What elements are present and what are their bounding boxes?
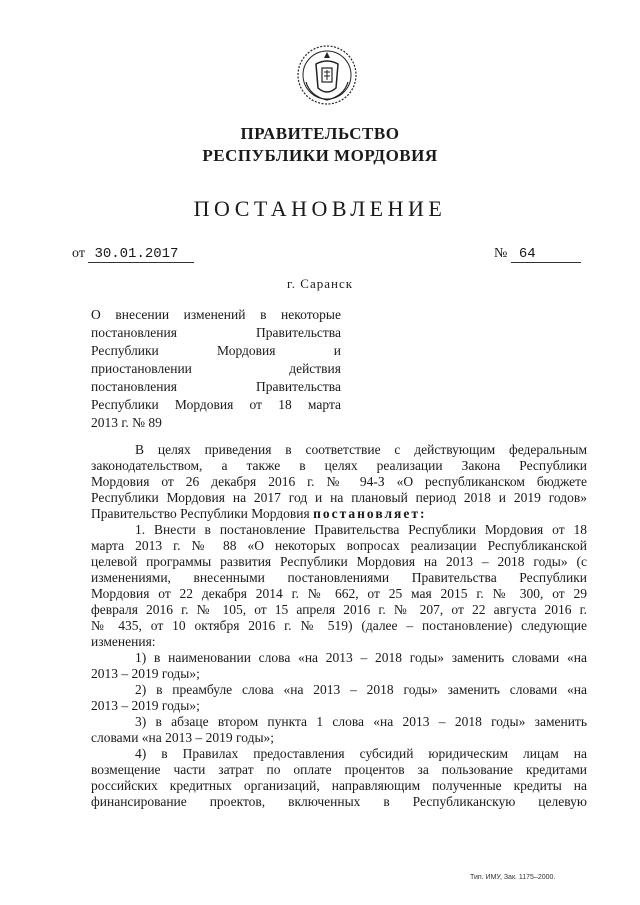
text-line: 1) в наименовании слова «на 2013 – 2018 годы» заменить словами «на (135, 650, 587, 665)
text-line: изменениями, внесенными постановлениями Правительства Республики (91, 570, 587, 585)
text-line: российских кредитных организаций, направляющим полученные кредиты на (91, 778, 587, 793)
text-line: целевой программы развития Республики Мордовия на 2013 – 2018 годы» (с (91, 554, 587, 569)
text-line: изменения: (91, 634, 156, 649)
subject-line: приостановлении действия (91, 361, 341, 376)
subject-line: О внесении изменений в некоторые (91, 307, 341, 322)
text-line: Мордовия от 22 декабря 2014 г. № 662, от 25 мая 2015 г. № 300, от 29 (91, 586, 587, 601)
subitem-3-paragraph (91, 714, 587, 746)
document-number: 64 (511, 246, 581, 263)
text-line: 3) в абзаце втором пункта 1 слова «на 2013 – 2018 годы» заменить (135, 714, 587, 729)
subitem-4-paragraph (91, 746, 587, 810)
text-line (91, 506, 587, 522)
document-type-title: ПОСТАНОВЛЕНИЕ (193, 196, 447, 221)
text-line: Мордовия от 26 декабря 2016 г. № 94-З «О республиканском бюджете (91, 474, 587, 489)
date-prefix: от (72, 246, 85, 261)
number-prefix: № (494, 246, 508, 261)
subitem-2-paragraph (91, 682, 587, 714)
subject-line: Республики Мордовия и (91, 343, 341, 358)
text-line: финансирование проектов, включенных в Республиканскую целевую (91, 794, 587, 809)
government-title-line1: ПРАВИТЕЛЬСТВО (240, 124, 400, 143)
text-line: словами «на 2013 – 2019 годы»; (91, 730, 275, 745)
resolves-word: постановляет: (313, 506, 427, 521)
subject-line: Республики Мордовия от 18 марта (91, 397, 341, 412)
date-line (72, 246, 194, 263)
subject-line: постановления Правительства (91, 379, 341, 394)
text-line: 2013 – 2019 годы»; (91, 698, 200, 713)
number-line (494, 246, 581, 263)
document-date: 30.01.2017 (88, 246, 194, 263)
coat-of-arms-emblem (296, 44, 358, 106)
preamble-last-line: Правительство Республики Мордовия (91, 506, 310, 521)
subitem-1-paragraph (91, 650, 587, 682)
text-line: 2) в преамбуле слова «на 2013 – 2018 годы» заменить словами «на (135, 682, 587, 697)
preamble-paragraph (91, 442, 587, 522)
document-body (91, 442, 587, 810)
text-line: 1. Внести в постановление Правительства Республики Мордовия от 18 (135, 522, 587, 537)
text-line: февраля 2016 г. № 105, от 15 апреля 2016 г. № 207, от 22 августа 2016 г. (91, 602, 587, 617)
text-line: Республики Мордовия на 2017 год и на плановый период 2018 и 2019 годов» (91, 490, 587, 505)
text-line: марта 2013 г. № 88 «О некоторых вопросах реализации Республиканской (91, 538, 587, 553)
text-line: законодательством, а также в целях реализации Закона Республики (91, 458, 587, 473)
subject-line: 2013 г. № 89 (91, 415, 162, 430)
text-line: В целях приведения в соответствие с действующим федеральным (135, 442, 587, 457)
item-1-paragraph (91, 522, 587, 650)
text-line: 4) в Правилах предоставления субсидий юридическим лицам на (135, 746, 587, 761)
text-line: возмещение части затрат по оплате процентов за пользование кредитами (91, 762, 587, 777)
text-line: 2013 – 2019 годы»; (91, 666, 200, 681)
document-subject (91, 306, 341, 432)
print-footer: Тип. ИМУ, Зак. 1175–2000. (470, 874, 556, 881)
city-name: г. Саранск (286, 276, 354, 291)
government-title-line2: РЕСПУБЛИКИ МОРДОВИЯ (202, 146, 438, 165)
subject-line: постановления Правительства (91, 325, 341, 340)
text-line: № 435, от 10 октября 2016 г. № 519) (далее – постановление) следующие (91, 618, 587, 633)
coat-of-arms-icon (296, 44, 358, 106)
